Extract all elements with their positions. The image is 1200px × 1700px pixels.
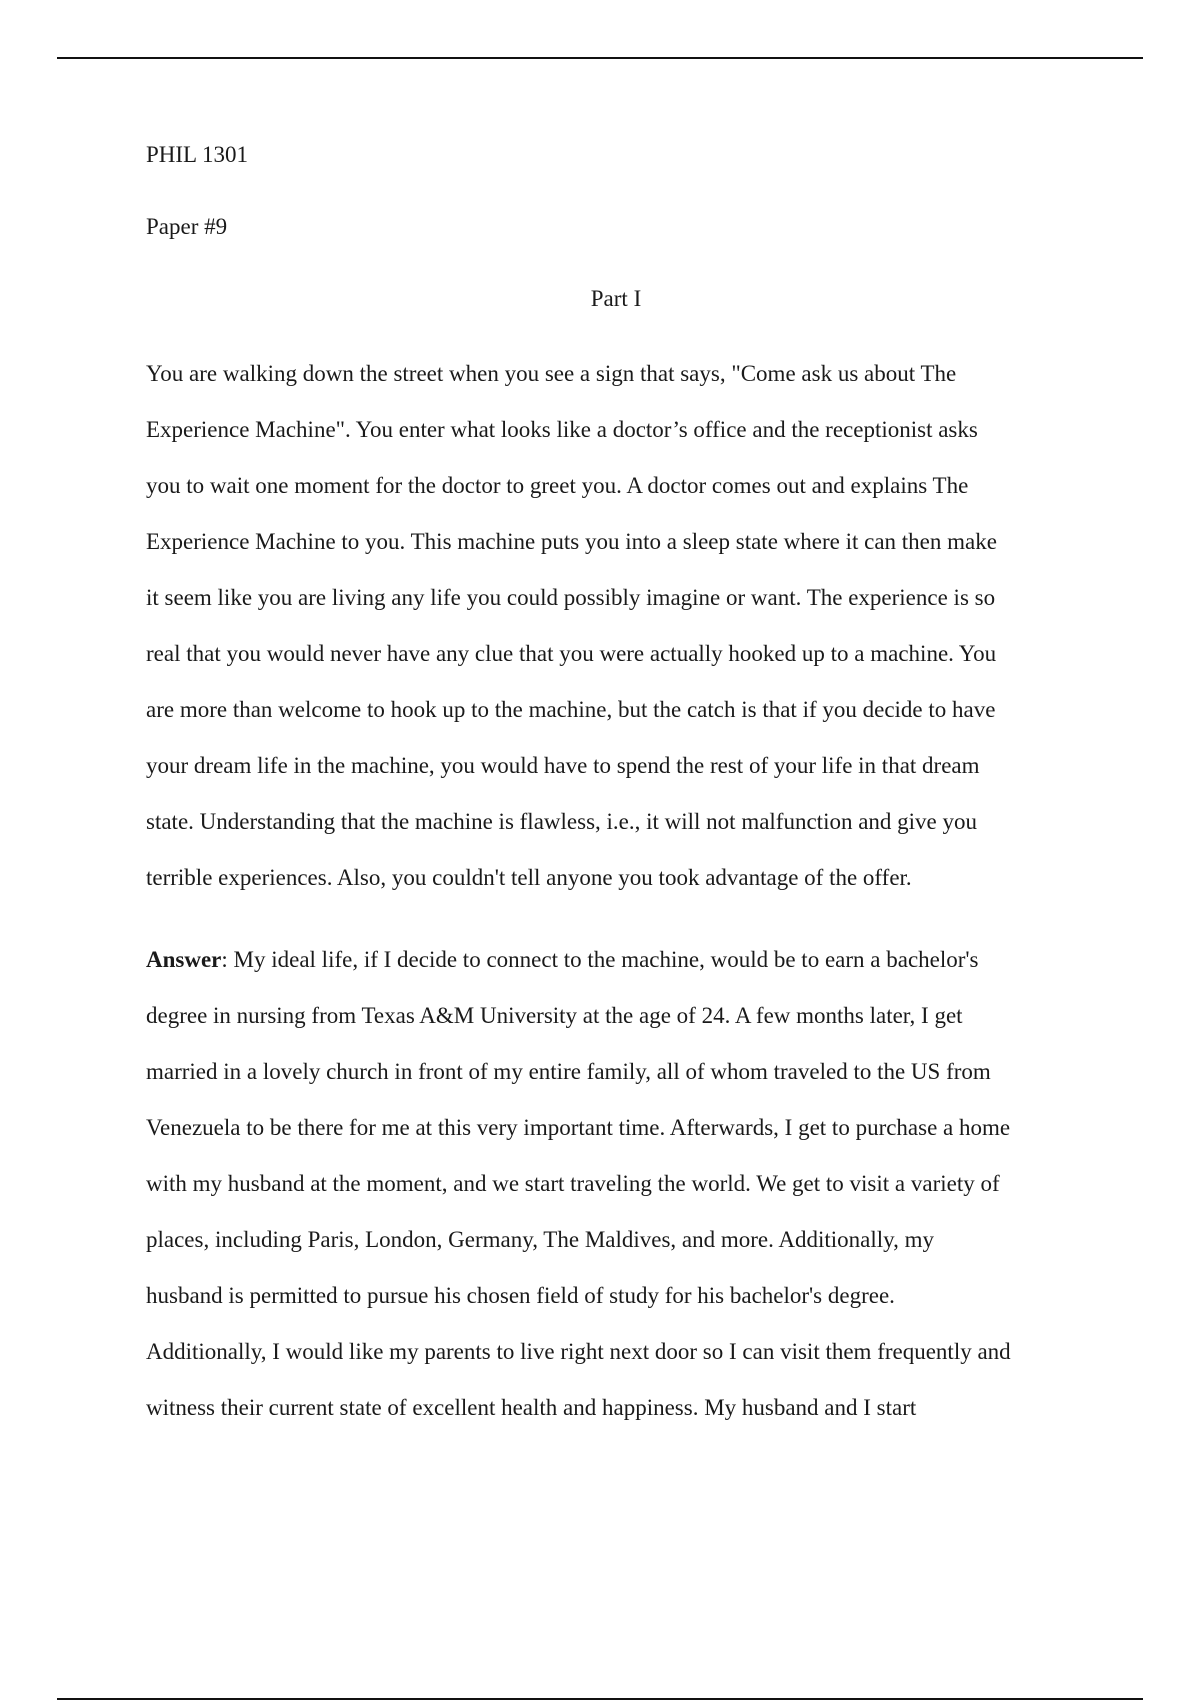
answer-line: places, including Paris, London, Germany, The Maldives, and more. Additionally, my [146,1227,935,1252]
answer-line: witness their current state of excellent health and happiness. My husband and I start [146,1395,917,1420]
answer-line: married in a lovely church in front of my entire family, all of whom traveled to the US from [146,1059,991,1084]
prompt-line: terrible experiences. Also, you couldn't tell anyone you took advantage of the offer. [146,865,912,890]
answer-line: husband is permitted to pursue his chosen field of study for his bachelor's degree. [146,1283,895,1308]
prompt-line: Experience Machine". You enter what looks like a doctor’s office and the receptionist asks [146,417,978,442]
answer-first-line [146,932,1086,988]
top-rule [57,57,1143,59]
answer-line: Additionally, I would like my parents to live right next door so I can visit them frequently and [146,1339,1011,1364]
prompt-line: You are walking down the street when you see a sign that says, "Come ask us about The [146,361,957,386]
answer-line: degree in nursing from Texas A&M University at the age of 24. A few months later, I get [146,1003,963,1028]
answer-paragraph [146,932,1086,1436]
answer-label: Answer [146,947,222,972]
course-code: PHIL 1301 [146,142,249,167]
prompt-line: are more than welcome to hook up to the machine, but the catch is that if you decide to have [146,697,996,722]
answer-line: with my husband at the moment, and we start traveling the world. We get to visit a variety of [146,1171,1000,1196]
answer-first-line-text: : My ideal life, if I decide to connect to the machine, would be to earn a bachelor's [221,947,979,972]
paper-number: Paper #9 [146,214,228,239]
prompt-line: Experience Machine to you. This machine puts you into a sleep state where it can then make [146,529,997,554]
prompt-line: your dream life in the machine, you would have to spend the rest of your life in that dream [146,753,980,778]
prompt-paragraph [146,346,1086,906]
answer-line: Venezuela to be there for me at this very important time. Afterwards, I get to purchase a home [146,1115,1011,1140]
section-title: Part I [590,286,642,311]
prompt-line: you to wait one moment for the doctor to greet you. A doctor comes out and explains The [146,473,969,498]
prompt-line: it seem like you are living any life you could possibly imagine or want. The experience is so [146,585,996,610]
prompt-line: real that you would never have any clue that you were actually hooked up to a machine. You [146,641,997,666]
prompt-line: state. Understanding that the machine is flawless, i.e., it will not malfunction and give you [146,809,978,834]
document-body [146,140,1086,1436]
